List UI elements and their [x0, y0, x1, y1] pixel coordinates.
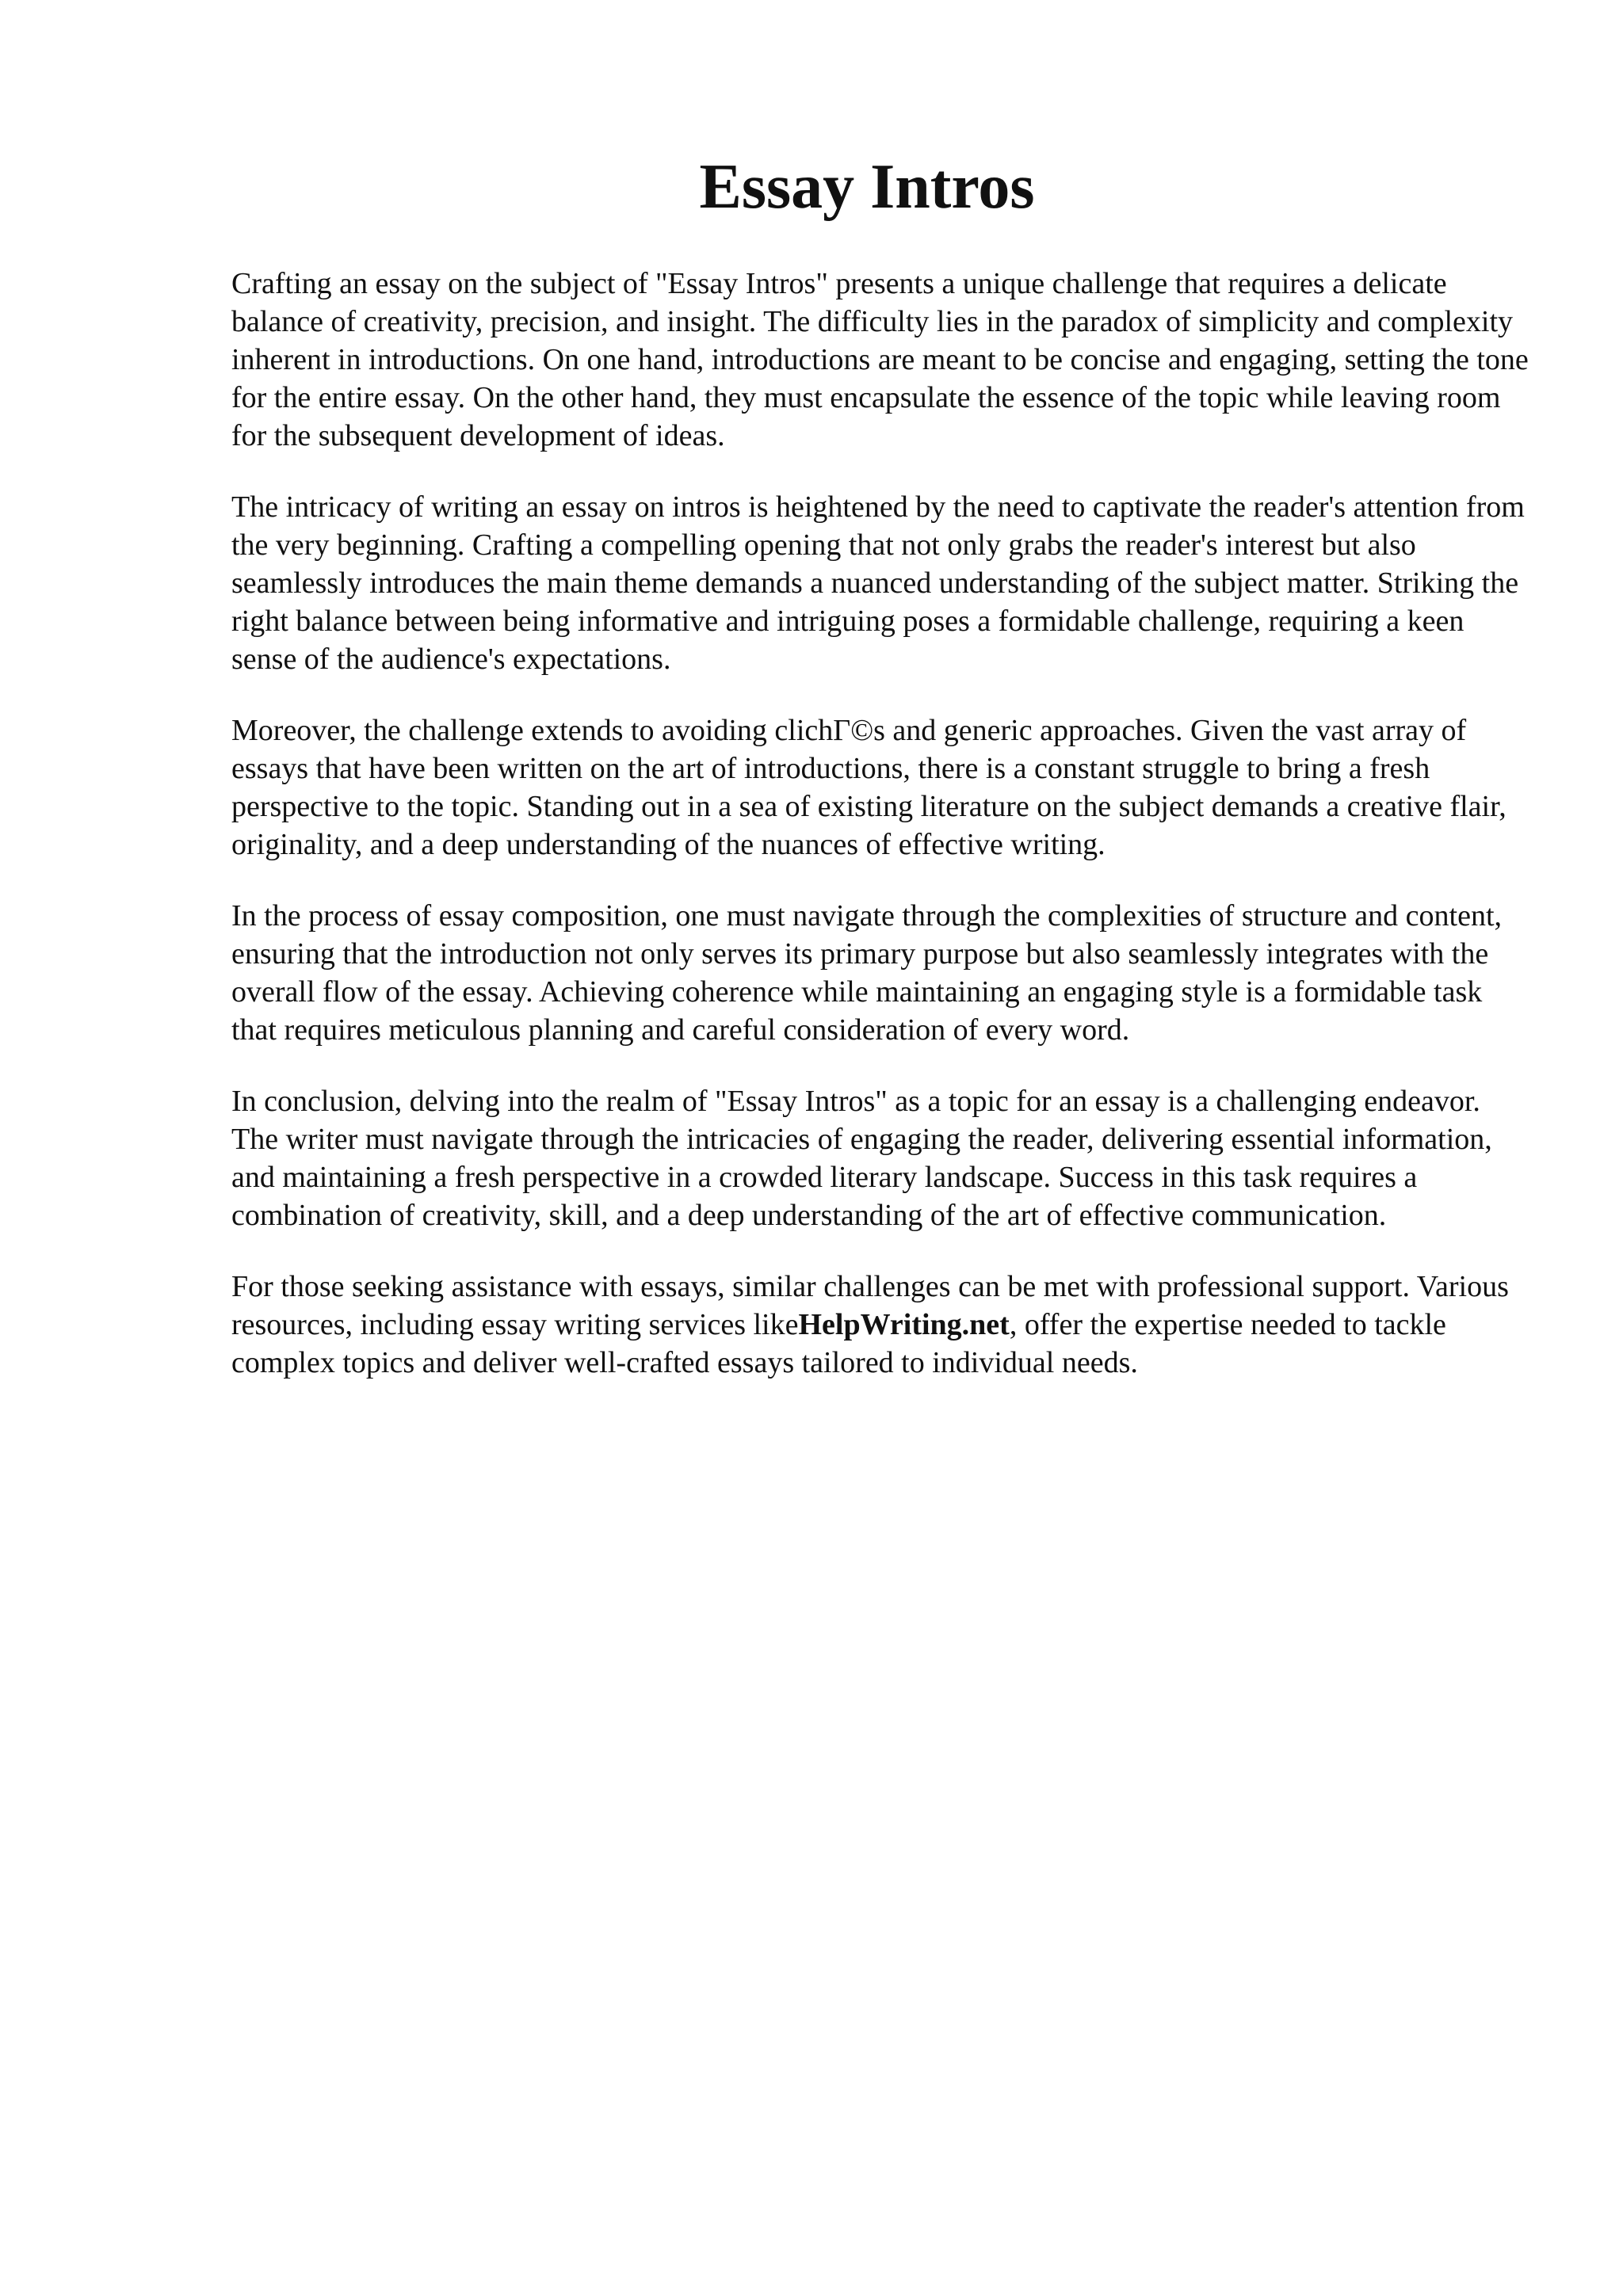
paragraph-6-text-after-link: , offer the expertise needed to tackle complex topics and deliver well-crafted essays tailored to individual needs. [231, 1308, 1446, 1379]
paragraph-5: In conclusion, delving into the realm of "Essay Intros" as a topic for an essay is a challenging endeavor. The writer must navigate through the intricacies of engaging the reader, delivering essential information, and maintaining a fresh perspective in a crowded literary landscape. Success in this task requires a combination of creativity, skill, and a deep understanding of the art of effective communication. [231, 1085, 1492, 1232]
paragraph-3: Moreover, the challenge extends to avoiding clichΓ©s and generic approaches. Given the vast array of essays that have been written on the art of introductions, there is a constant struggle to bring a fresh perspective to the topic. Standing out in a sea of existing literature on the subject demands a creative flair, originality, and a deep understanding of the nuances of effective writing. [231, 714, 1507, 861]
paragraph-1: Crafting an essay on the subject of "Essay Intros" presents a unique challenge that requires a delicate balance of creativity, precision, and insight. The difficulty lies in the paradox of simplicity and complexity inherent in introductions. On one hand, introductions are meant to be concise and engaging, setting the tone for the entire essay. On the other hand, they must encapsulate the essence of the topic while leaving room for the subsequent development of ideas. [231, 267, 1529, 452]
paragraph-6-text-before-link: For those seeking assistance with essays, similar challenges can be met with professional support. Various resources, including essay writing services like [231, 1270, 1509, 1341]
helpwriting-link[interactable]: HelpWriting.net [798, 1308, 1010, 1341]
paragraph-4: In the process of essay composition, one must navigate through the complexities of structure and content, ensuring that the introduction not only serves its primary purpose but also seamlessly integrates with the overall flow of the essay. Achieving coherence while maintaining an engaging style is a formidable task that requires meticulous planning and careful consideration of every word. [231, 899, 1502, 1047]
paragraph-2: The intricacy of writing an essay on intros is heightened by the need to captivate the reader's attention from the very beginning. Crafting a compelling opening that not only grabs the reader's interest but also seamlessly introduces the main theme demands a nuanced understanding of the subject matter. Striking the right balance between being informative and intriguing poses a formidable challenge, requiring a keen sense of the audience's expectations. [231, 490, 1525, 676]
paragraph-6 [231, 1268, 1531, 1382]
page-title: Essay Intros [699, 152, 1035, 222]
essay-body [231, 265, 1531, 1382]
